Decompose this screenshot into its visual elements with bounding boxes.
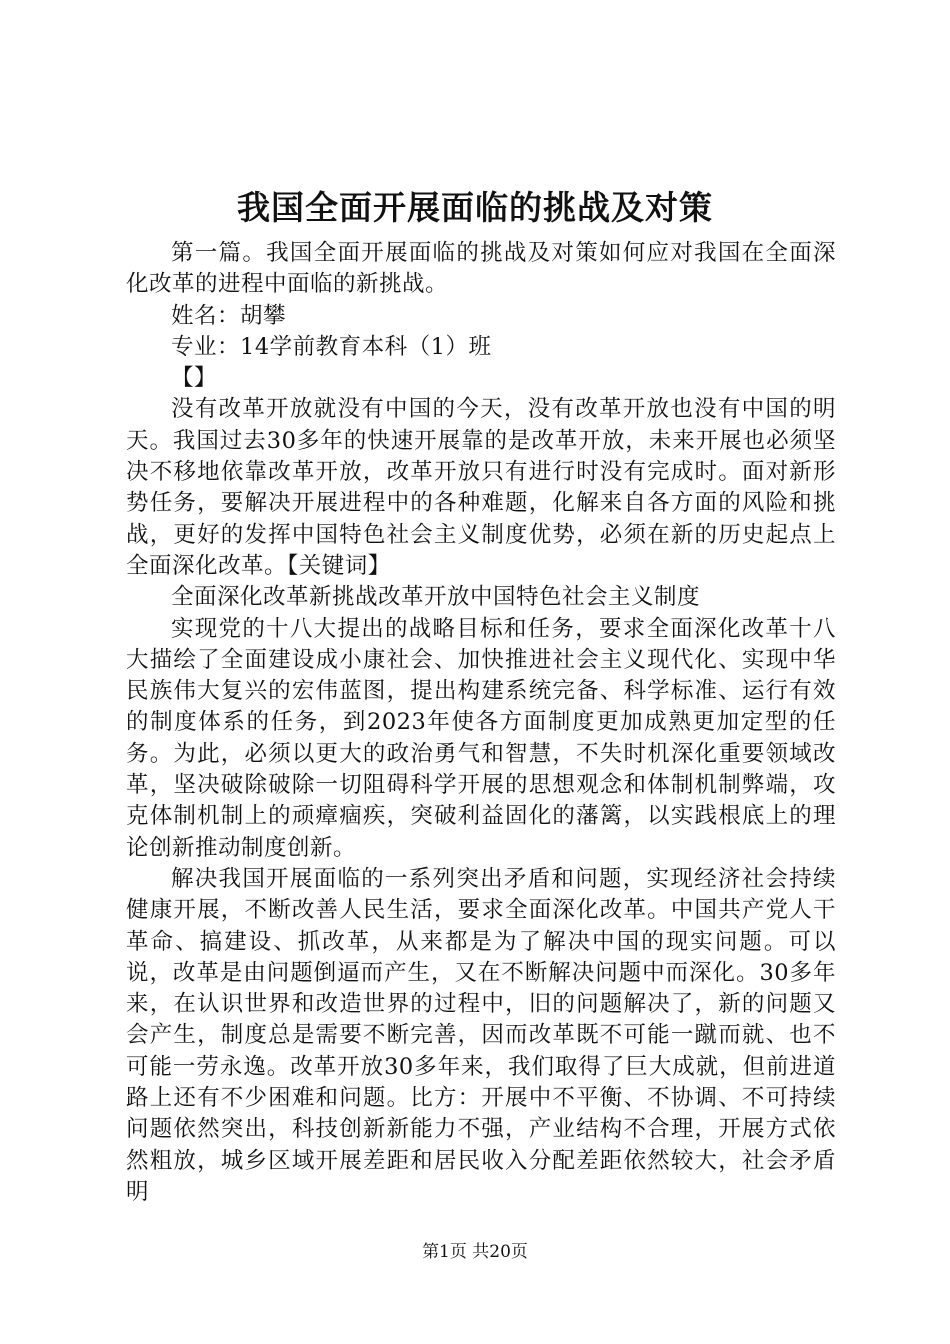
- document-title: 我国全面开展面临的挑战及对策: [237, 188, 713, 227]
- paragraph-abstract-marker: 【】: [171, 365, 218, 392]
- paragraph-keywords: 全面深化改革新挑战改革开放中国特色社会主义制度: [171, 584, 701, 611]
- paragraph-body-1: 实现党的十八大提出的战略目标和任务，要求全面深化改革十八大描绘了全面建设成小康社会、加快推进社会主义现代化、实现中华民族伟大复兴的宏伟蓝图，提出构建系统完备、科学标准、运行有效的制度体系的任务，到2023年使各方面制度更加成熟更加定型的任务。为此，必须以更大的政治勇气和智慧，不失时机深化重要领域改革，坚决破除破除一切阻碍科学开展的思想观念和体制机制弊端，攻克体制机制上的顽瘴痼疾，突破利益固化的藩篱，以实践根底上的理论创新推动制度创新。: [126, 615, 836, 861]
- paragraph-intro: 第一篇。我国全面开展面临的挑战及对策如何应对我国在全面深化改革的进程中面临的新挑战。: [126, 240, 836, 298]
- paragraph-body-2: 解决我国开展面临的一系列突出矛盾和问题，实现经济社会持续健康开展，不断改善人民生活，要求全面深化改革。中国共产党人干革命、搞建设、抓改革，从来都是为了解决中国的现实问题。可以说，改革是由问题倒逼而产生，又在不断解决问题中而深化。30多年来，在认识世界和改造世界的过程中，旧的问题解决了，新的问题又会产生，制度总是需要不断完善，因而改革既不可能一蹴而就、也不可能一劳永逸。改革开放30多年来，我们取得了巨大成就，但前进道路上还有不少困难和问题。比方：开展中不平衡、不协调、不可持续问题依然突出，科技创新新能力不强，产业结构不合理，开展方式依然粗放，城乡区域开展差距和居民收入分配差距依然较大，社会矛盾明: [126, 865, 836, 1205]
- document-body: [126, 238, 836, 1208]
- paragraph-author-name: 姓名：胡攀: [171, 302, 287, 329]
- page-number-footer: 第1页 共20页: [422, 1242, 528, 1262]
- paragraph-abstract: 没有改革开放就没有中国的今天，没有改革开放也没有中国的明天。我国过去30多年的快速开展靠的是改革开放，未来开展也必须坚决不移地依靠改革开放，改革开放只有进行时没有完成时。面对新形势任务，要解决开展进程中的各种难题，化解来自各方面的风险和挑战，更好的发挥中国特色社会主义制度优势，必须在新的历史起点上全面深化改革。【关键词】: [126, 396, 836, 579]
- paragraph-major: 专业：14学前教育本科（1）班: [171, 333, 492, 360]
